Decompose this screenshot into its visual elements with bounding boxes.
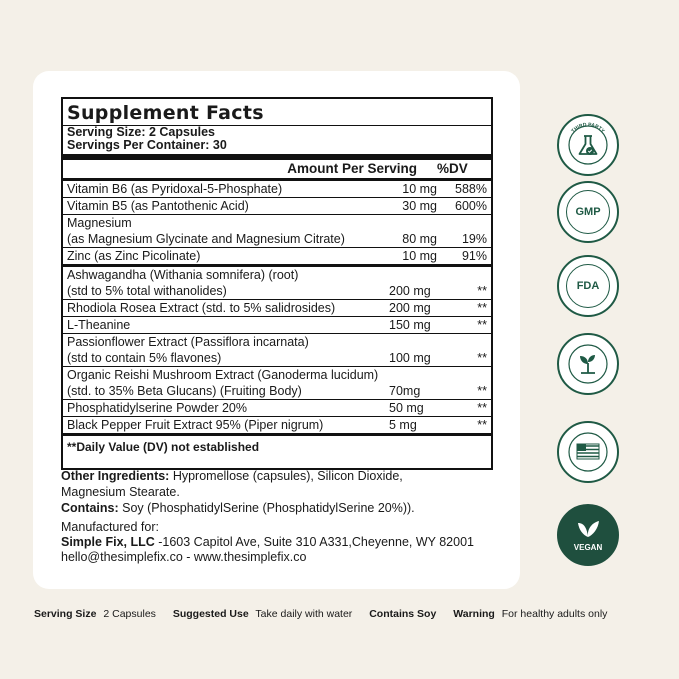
facts-title: Supplement Facts	[67, 102, 264, 124]
manufacturer-block	[61, 520, 511, 565]
ingredients-block	[61, 468, 501, 516]
bottom-serving-value: 2 Capsules	[103, 608, 156, 620]
manufacturer-label: Manufactured for:	[61, 520, 159, 534]
gmp-badge	[557, 181, 619, 243]
bottom-serving-label: Serving Size	[34, 608, 97, 620]
nutrient-row: Vitamin B6 (as Pyridoxal-5-Phosphate) 10 mg 588%	[67, 182, 487, 196]
company-name: Simple Fix, LLC	[61, 535, 155, 549]
made-in-usa-badge	[557, 421, 619, 483]
blend-row: L-Theanine 150 mg **	[67, 318, 487, 332]
facts-header	[63, 160, 491, 178]
vegan-leaf-icon	[575, 519, 601, 541]
contains-label: Contains:	[61, 501, 119, 515]
servings-per-container: Servings Per Container: 30	[67, 138, 227, 152]
svg-text:THIRD PARTY: THIRD PARTY	[570, 121, 606, 135]
header-amount: Amount Per Serving	[287, 161, 417, 176]
nutrient-row: Vitamin B5 (as Pantothenic Acid) 30 mg 600%	[67, 199, 487, 213]
blend-row: Phosphatidylserine Powder 20% 50 mg **	[67, 401, 487, 415]
blend-row: Rhodiola Rosea Extract (std. to 5% salidrosides) 200 mg **	[67, 301, 487, 315]
nutrient-row: Zinc (as Zinc Picolinate) 10 mg 91%	[67, 249, 487, 263]
vegan-badge	[557, 504, 619, 566]
nutrient-row: (as Magnesium Glycinate and Magnesium Citrate) 80 mg 19%	[67, 232, 487, 246]
third-party-tested-badge	[557, 114, 619, 176]
bottom-info-bar	[34, 608, 674, 620]
blend-row: Ashwagandha (Withania somnifera) (root)	[67, 268, 299, 282]
nutrient-row: Magnesium	[67, 216, 132, 230]
blend-row: (std to contain 5% flavones) 100 mg **	[67, 351, 487, 365]
company-address: -1603 Capitol Ave, Suite 310 A331,Cheyenne, WY 82001	[154, 535, 474, 549]
serving-size: Serving Size: 2 Capsules	[67, 125, 215, 139]
bottom-warning-value: For healthy adults only	[501, 608, 608, 620]
other-ingredients-text2: Magnesium Stearate.	[61, 485, 180, 499]
company-contact: hello@thesimplefix.co - www.thesimplefix.co	[61, 550, 307, 564]
supplement-facts-panel	[61, 97, 493, 470]
fda-icon: FDA	[566, 264, 610, 308]
bottom-use-label: Suggested Use	[172, 608, 249, 620]
fda-badge	[557, 255, 619, 317]
bottom-use-value: Take daily with water	[255, 608, 353, 620]
gmp-icon: GMP	[566, 190, 610, 234]
flask-check-icon	[559, 116, 617, 174]
dv-footnote: **Daily Value (DV) not established	[67, 440, 260, 454]
contains-text: Soy (PhosphatidylSerine (PhosphatidylSerine 20%)).	[118, 501, 415, 515]
other-ingredients-text: Hypromellose (capsules), Silicon Dioxide,	[169, 469, 403, 483]
natural-ingredients-badge	[557, 333, 619, 395]
bottom-contains-label: Contains Soy	[369, 608, 437, 620]
blend-row: Organic Reishi Mushroom Extract (Ganoderma lucidum)	[67, 368, 379, 382]
blend-row: Passionflower Extract (Passiflora incarnata)	[67, 335, 309, 349]
blend-row: (std. to 35% Beta Glucans) (Fruiting Body) 70mg **	[67, 384, 487, 398]
usa-flag-icon	[559, 423, 617, 481]
vegan-label: VEGAN	[573, 542, 603, 552]
other-ingredients-label: Other Ingredients:	[61, 469, 170, 483]
blend-row: Black Pepper Fruit Extract 95% (Piper nigrum) 5 mg **	[67, 418, 487, 432]
bottom-warning-label: Warning	[453, 608, 495, 620]
header-dv: %DV	[437, 161, 468, 176]
blend-row: (std to 5% total withanolides) 200 mg **	[67, 284, 487, 298]
leaf-sprout-icon	[559, 335, 617, 393]
